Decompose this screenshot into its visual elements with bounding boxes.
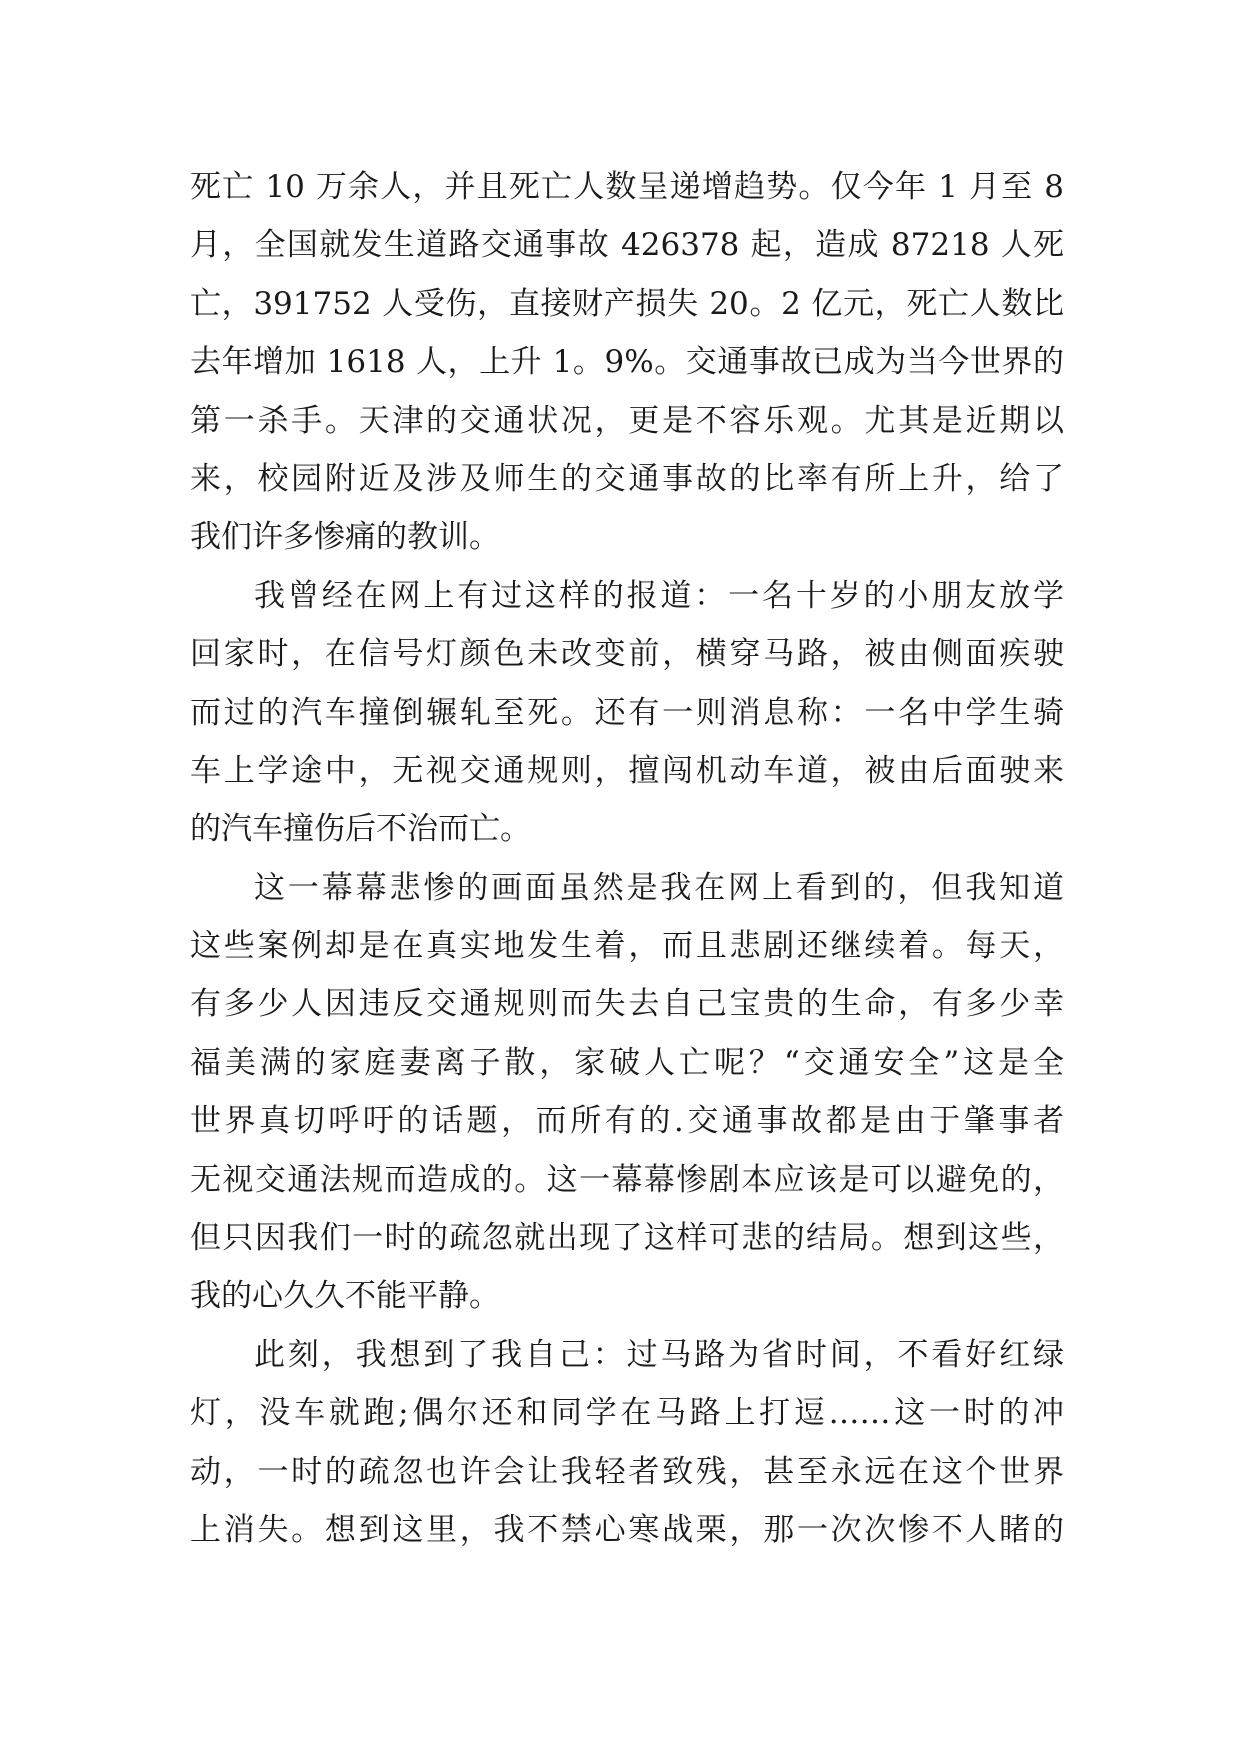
text-line: 动，一时的疏忽也许会让我轻者致残，甚至永远在这个世界 [190,1453,1064,1490]
text-line: 亡，391752 人受伤，直接财产损失 20。2 亿元，死亡人数比 [190,285,1064,322]
text-line: 我们许多惨痛的教训。 [190,519,500,556]
text-line: 但只因我们一时的疏忽就出现了这样可悲的结局。想到这些， [190,1220,1064,1257]
text-line: 有多少人因违反交通规则而失去自己宝贵的生命，有多少幸 [190,986,1064,1023]
body-text [190,158,1064,1559]
text-line: 死亡 10 万余人，并且死亡人数呈递增趋势。仅今年 1 月至 8 [190,169,1064,205]
text-line: 世界真切呼吁的话题，而所有的.交通事故都是由于肇事者 [190,1103,1064,1140]
text-line: 第一杀手。天津的交通状况，更是不容乐观。尤其是近期以 [190,402,1064,439]
text-line: 回家时，在信号灯颜色未改变前，横穿马路，被由侧面疾驶 [190,636,1064,673]
text-line: 去年增加 1618 人，上升 1。9%。交通事故已成为当今世界的 [190,344,1064,381]
text-line: 的汽车撞伤后不治而亡。 [190,811,531,848]
text-line: 我的心久久不能平静。 [190,1278,500,1315]
text-line: 无视交通法规而造成的。这一幕幕惨剧本应该是可以避免的， [190,1161,1064,1198]
text-line: 上消失。想到这里，我不禁心寒战栗，那一次次惨不人睹的 [190,1511,1064,1548]
paragraph-first-line: 这一幕幕悲惨的画面虽然是我在网上看到的，但我知道 [254,869,1064,906]
text-line: 福美满的家庭妻离子散，家破人亡呢？“交通安全”这是全 [190,1044,1064,1081]
text-line: 月，全国就发生道路交通事故 426378 起，造成 87218 人死 [190,227,1064,264]
paragraph-first-line: 此刻，我想到了我自己：过马路为省时间，不看好红绿 [254,1336,1064,1373]
text-line: 来，校园附近及涉及师生的交通事故的比率有所上升，给了 [190,460,1064,497]
text-line: 而过的汽车撞倒辗轧至死。还有一则消息称：一名中学生骑 [190,694,1064,731]
text-line: 灯，没车就跑;偶尔还和同学在马路上打逗……这一时的冲 [190,1395,1064,1432]
paragraph-first-line: 我曾经在网上有过这样的报道：一名十岁的小朋友放学 [254,577,1064,614]
text-line: 这些案例却是在真实地发生着，而且悲剧还继续着。每天， [190,928,1064,965]
text-line: 车上学途中，无视交通规则，擅闯机动车道，被由后面驶来 [190,752,1064,789]
